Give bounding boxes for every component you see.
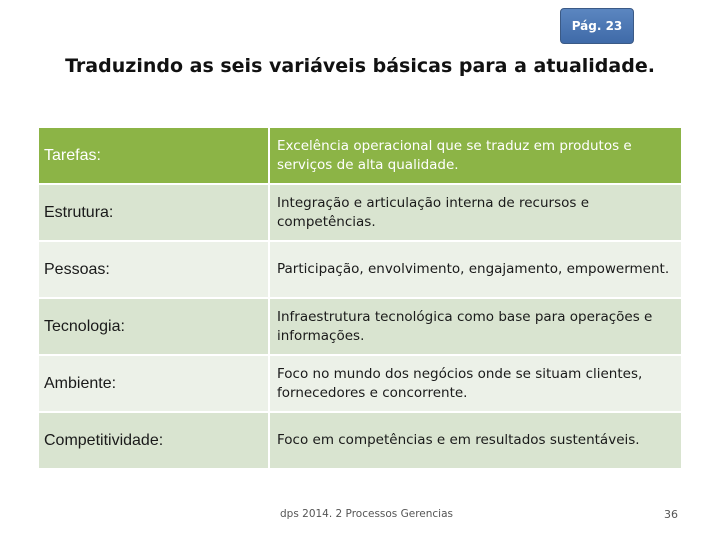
table-row	[38, 241, 682, 298]
footer-page-number: 36	[664, 508, 678, 521]
footer-text: dps 2014. 2 Processos Gerencias	[280, 508, 454, 520]
page-number-badge: Pág. 23	[560, 8, 634, 44]
row-label: Competitividade:	[38, 412, 269, 469]
row-description: Infraestrutura tecnológica como base para operações e informações.	[269, 298, 682, 355]
row-label: Estrutura:	[38, 184, 269, 241]
slide-title: Traduzindo as seis variáveis básicas para a atualidade.	[65, 55, 655, 77]
variables-table	[37, 126, 683, 470]
table-row	[38, 298, 682, 355]
row-description: Foco no mundo dos negócios onde se situam clientes, fornecedores e concorrente.	[269, 355, 682, 412]
row-description: Integração e articulação interna de recursos e competências.	[269, 184, 682, 241]
row-description: Excelência operacional que se traduz em produtos e serviços de alta qualidade.	[269, 127, 682, 184]
table-row	[38, 184, 682, 241]
row-label: Tecnologia:	[38, 298, 269, 355]
table-row	[38, 355, 682, 412]
table-row	[38, 412, 682, 469]
row-label: Tarefas:	[38, 127, 269, 184]
table-row	[38, 127, 682, 184]
row-description: Foco em competências e em resultados sustentáveis.	[269, 412, 682, 469]
row-description: Participação, envolvimento, engajamento, empowerment.	[269, 241, 682, 298]
row-label: Ambiente:	[38, 355, 269, 412]
row-label: Pessoas:	[38, 241, 269, 298]
